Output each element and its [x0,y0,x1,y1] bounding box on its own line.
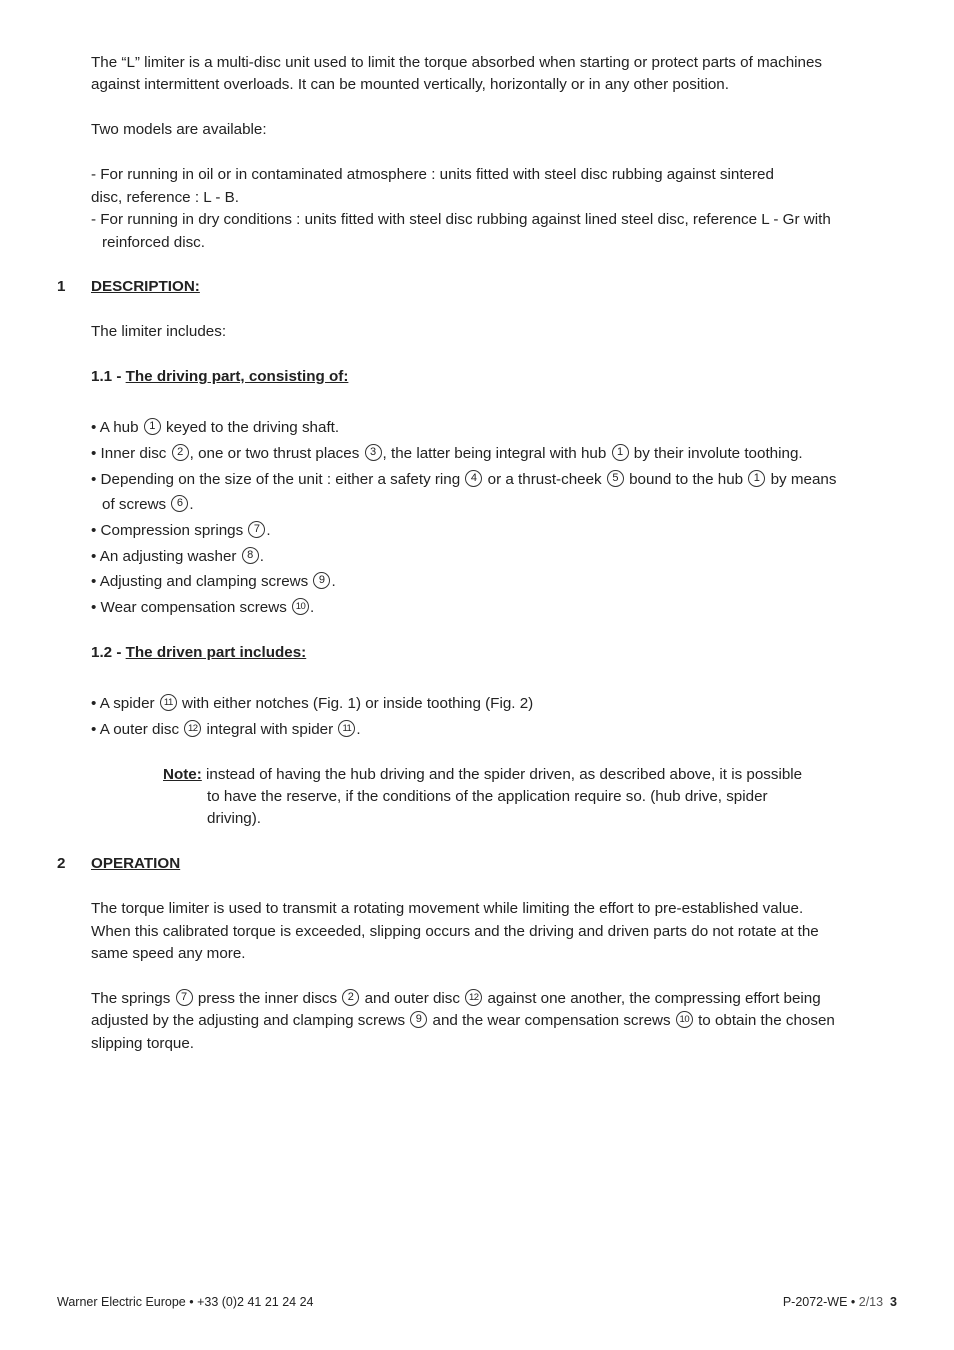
callout-marker: 12 [184,720,201,737]
bullet-text: • An adjusting washer [91,548,237,565]
driving-bullet-clamping-screws [91,571,336,594]
bullet-text: . [310,599,315,616]
section-1-lead: The limiter includes: [91,323,227,340]
bullet-text: • Wear compensation screws [91,599,287,616]
paragraph-text: and outer disc [364,990,460,1007]
driving-bullet-inner-disc [91,443,803,466]
bullet-text: by means [770,471,837,488]
callout-marker: 1 [612,444,629,461]
note-label: Note: [163,766,202,783]
intro-line-2: against intermittent overloads. It can be mounted vertically, horizontally or in any other position. [91,76,729,93]
callout-marker: 11 [338,720,355,737]
model-gr-line-1: - For running in dry conditions : units fitted with steel disc rubbing against lined steel disc, reference L - Gr with [91,211,831,228]
model-b-line-2: disc, reference : L - B. [91,189,239,206]
bullet-text: • Adjusting and clamping screws [91,573,309,590]
bullet-text: , one or two thrust places [189,445,360,462]
driving-bullet-hub [91,417,339,440]
callout-marker: 3 [365,444,382,461]
model-gr-line-2: reinforced disc. [102,234,205,251]
subsection-1-2-title: The driven part includes: [125,644,307,661]
driving-bullet-springs [91,520,271,543]
page-number: 3 [890,1295,897,1309]
callout-marker: 1 [748,470,765,487]
models-intro: Two models are available: [91,121,267,138]
bullet-text: by their involute toothing. [633,445,803,462]
callout-marker: 2 [172,444,189,461]
operation-p2-line-2 [91,1010,835,1033]
callout-marker: 8 [242,547,259,564]
driven-bullet-spider [91,693,533,716]
callout-marker: 5 [607,470,624,487]
callout-marker: 1 [144,418,161,435]
subsection-1-1-title: The driving part, consisting of: [125,368,349,385]
paragraph-text: against one another, the compressing effort being [487,990,821,1007]
note-text: instead of having the hub driving and the spider driven, as described above, it is possible [206,766,803,783]
note-line-3: driving). [207,810,262,827]
section-2-number: 2 [57,855,66,872]
bullet-text: • A spider [91,695,155,712]
paragraph-text: The springs [91,990,171,1007]
callout-marker: 11 [160,694,177,711]
bullet-text: keyed to the driving shaft. [166,419,340,436]
model-b-line-1: - For running in oil or in contaminated atmosphere : units fitted with steel disc rubbing against sintered [91,166,774,183]
bullet-text: . [259,548,264,565]
intro-line-1: The “L” limiter is a multi-disc unit used to limit the torque absorbed when starting or protect parts of machines [91,54,823,71]
bullet-text: • Compression springs [91,522,244,539]
document-reference: P-2072-WE • [782,1295,859,1309]
callout-marker: 10 [292,598,309,615]
bullet-text: • Inner disc [91,445,167,462]
subsection-1-2-heading [91,642,306,665]
bullet-text: bound to the hub [629,471,744,488]
operation-p1-line-3: same speed any more. [91,945,246,962]
driving-bullet-washer [91,546,264,569]
paragraph-text: adjusted by the adjusting and clamping screws [91,1012,406,1029]
driving-bullet-safety-ring [91,469,836,492]
callout-marker: 7 [248,521,265,538]
operation-p2-line-1 [91,988,821,1011]
driven-bullet-outer-disc [91,719,361,742]
bullet-text: or a thrust-cheek [487,471,602,488]
bullet-text: integral with spider [206,721,334,738]
callout-marker: 9 [410,1011,427,1028]
paragraph-text: to obtain the chosen [698,1012,835,1029]
bullet-text: . [356,721,361,738]
callout-marker: 2 [342,989,359,1006]
paragraph-text: press the inner discs [197,990,338,1007]
footer-reference [783,1294,897,1310]
callout-marker: 4 [465,470,482,487]
callout-marker: 9 [313,572,330,589]
subsection-1-2-prefix: 1.2 - [91,644,126,661]
bullet-text: of screws [102,496,167,513]
bullet-text: • A outer disc [91,721,180,738]
driving-bullet-wear-screws [91,597,314,620]
callout-marker: 12 [465,989,482,1006]
paragraph-text: and the wear compensation screws [432,1012,671,1029]
section-1-title: DESCRIPTION: [91,278,200,295]
operation-p1-line-2: When this calibrated torque is exceeded, slipping occurs and the driving and driven parts do not rotate at the [91,923,819,940]
callout-marker: 6 [171,495,188,512]
footer-company: Warner Electric Europe • +33 (0)2 41 21 24 24 [57,1295,314,1309]
section-2-title: OPERATION [91,855,181,872]
subsection-1-1-prefix: 1.1 - [91,368,126,385]
subsection-1-1-heading [91,366,348,389]
note-line-2: to have the reserve, if the conditions of the application require so. (hub drive, spider [207,788,768,805]
driving-bullet-safety-ring-cont [102,494,194,517]
note-line-1 [163,764,802,787]
bullet-text: . [266,522,271,539]
issue-date: 2/13 [858,1295,884,1309]
bullet-text: . [331,573,336,590]
callout-marker: 7 [176,989,193,1006]
bullet-text: • Depending on the size of the unit : either a safety ring [91,471,461,488]
section-1-number: 1 [57,278,66,295]
callout-marker: 10 [676,1011,693,1028]
bullet-text: , the latter being integral with hub [382,445,607,462]
bullet-text: . [189,496,194,513]
bullet-text: with either notches (Fig. 1) or inside toothing (Fig. 2) [182,695,534,712]
bullet-text: • A hub [91,419,139,436]
operation-p2-line-3: slipping torque. [91,1035,195,1052]
operation-p1-line-1: The torque limiter is used to transmit a rotating movement while limiting the effort to pre-established value. [91,900,804,917]
